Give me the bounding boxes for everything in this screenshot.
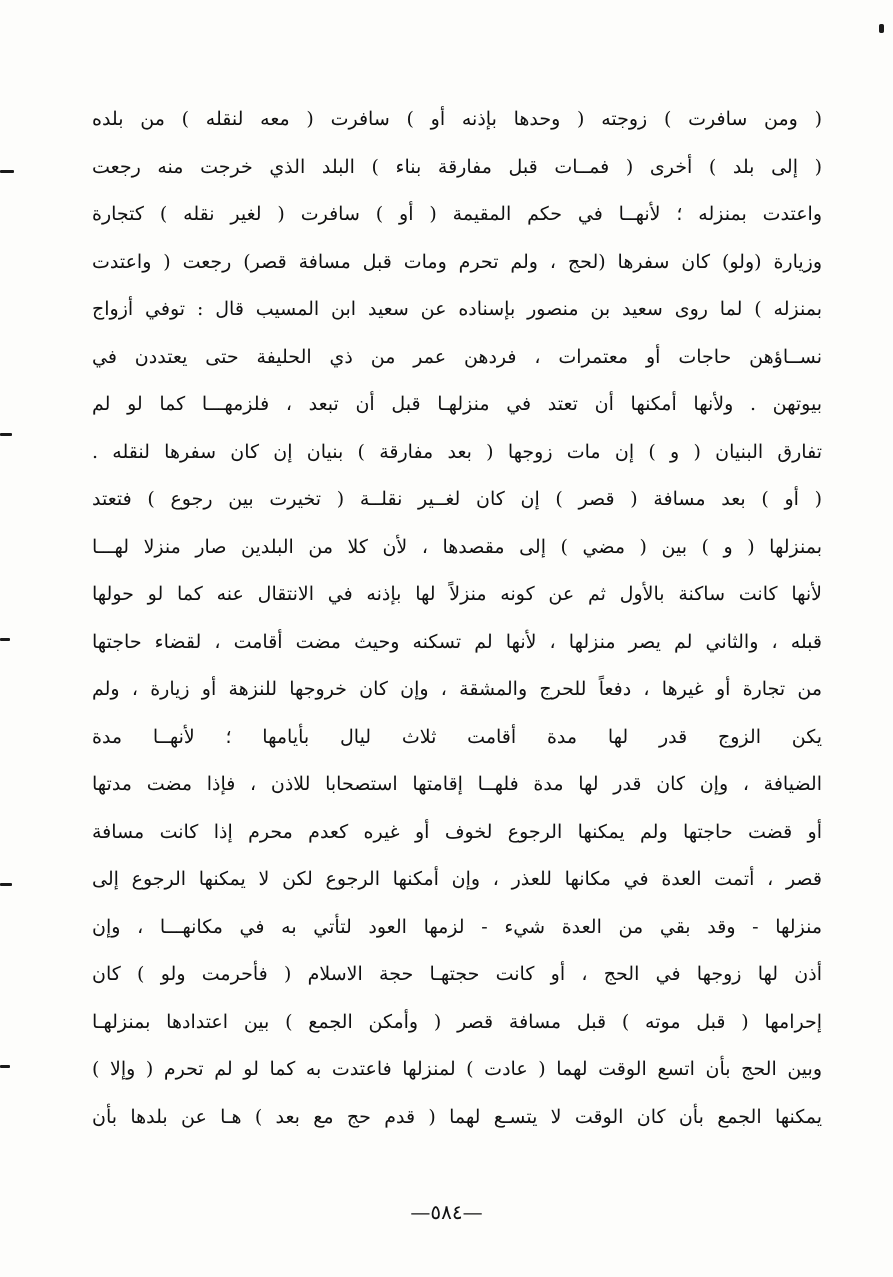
margin-mark — [0, 883, 12, 886]
text-line: ( إلى بلد ) أخرى ( فمــات قبل مفارقة بناء ) البلد الذي خرجت منه رجعت — [92, 155, 822, 178]
text-line: بيوتهن . ولأنها أمكنها أن تعتد في منزلهـا قبل أن تبعد ، فلزمهـــا كما لو لم — [92, 393, 822, 415]
corner-ink-dot — [879, 24, 884, 33]
text-line: نســاؤهن حاجات أو معتمرات ، فردهن عمر من ذي الحليفة حتى يعتددن في — [92, 345, 822, 368]
text-line: بمنزلها ( و ) بين ( مضي ) إلى مقصدها ، لأن كلا من البلدين صار منزلا لهـــا — [92, 535, 822, 558]
margin-mark — [0, 1065, 10, 1068]
text-line: ( أو ) بعد مسافة ( قصر ) إن كان لغــير نقلــة ( تخيرت بين رجوع ) فتعتد — [92, 488, 822, 510]
body-text — [92, 96, 822, 1141]
text-line: يمكنها الجمع بأن كان الوقت لا يتسـع لهما ( قدم حج مع بعد ) هـا عن بلدها بأن — [92, 1105, 822, 1128]
text-line: أو قضت حاجتها ولم يمكنها الرجوع لخوف أو غيره كعدم محرم إذا كانت مسافة — [92, 820, 822, 843]
text-line: وزيارة (ولو) كان سفرها (لحج ، ولم تحرم ومات قبل مسافة قصر) رجعت ( واعتدت — [92, 250, 822, 273]
text-line: تفارق البنيان ( و ) إن مات زوجها ( بعد مفارقة ) بنيان إن كان سفرها لنقله . — [92, 440, 822, 463]
text-line: الضيافة ، وإن كان قدر لها مدة فلهــا إقامتها استصحابا للاذن ، فإذا مضت مدتها — [92, 773, 822, 795]
margin-mark — [0, 638, 10, 641]
text-line: إحرامها ( قبل موته ) قبل مسافة قصر ( وأمكن الجمع ) بين اعتدادها بمنزلهـا — [92, 1010, 822, 1033]
text-line: يكن الزوج قدر لها مدة أقامت ثلاث ليال بأيامها ؛ لأنهــا مدة — [92, 725, 822, 748]
text-line: بمنزله ) لما روى سعيد بن منصور بإسناده عن سعيد ابن المسيب قال : توفي أزواج — [92, 298, 822, 320]
text-line: وبين الحج بأن اتسع الوقت لهما ( عادت ) لمنزلها فاعتدت به كما لو لم تحرم ( وإلا ) — [92, 1058, 822, 1080]
margin-mark — [0, 433, 12, 436]
text-line: ( ومن سافرت ) زوجته ( وحدها بإذنه أو ) سافرت ( معه لنقله ) من بلده — [92, 108, 822, 130]
text-line: أذن لها زوجها في الحج ، أو كانت حجتهـا حجة الاسلام ( فأحرمت ولو ) كان — [92, 963, 822, 985]
text-line: قبله ، والثاني لم يصر منزلها ، لأنها لم تسكنه وحيث مضت أقامت ، لقضاء حاجتها — [92, 630, 822, 653]
text-line: منزلها - وقد بقي من العدة شيء - لزمها العود لتأتي به في مكانهـــا ، وإن — [92, 915, 822, 938]
text-line: واعتدت بمنزله ؛ لأنهــا في حكم المقيمة ( أو ) سافرت ( لغير نقله ) كتجارة — [92, 203, 822, 225]
text-line: قصر ، أتمت العدة في مكانها للعذر ، وإن أمكنها الرجوع لكن لا يمكنها الرجوع إلى — [92, 868, 822, 890]
text-line: لأنها كانت ساكنة بالأول ثم عن كونه منزلاً لها بإذنه في الانتقال عنه كما لو حولها — [92, 583, 822, 605]
text-line: من تجارة أو غيرها ، دفعاً للحرج والمشقة ، وإن كان خروجها للنزهة أو زيارة ، ولم — [92, 678, 822, 700]
page-number: —٥٨٤— — [410, 1200, 483, 1224]
margin-mark — [0, 170, 14, 173]
